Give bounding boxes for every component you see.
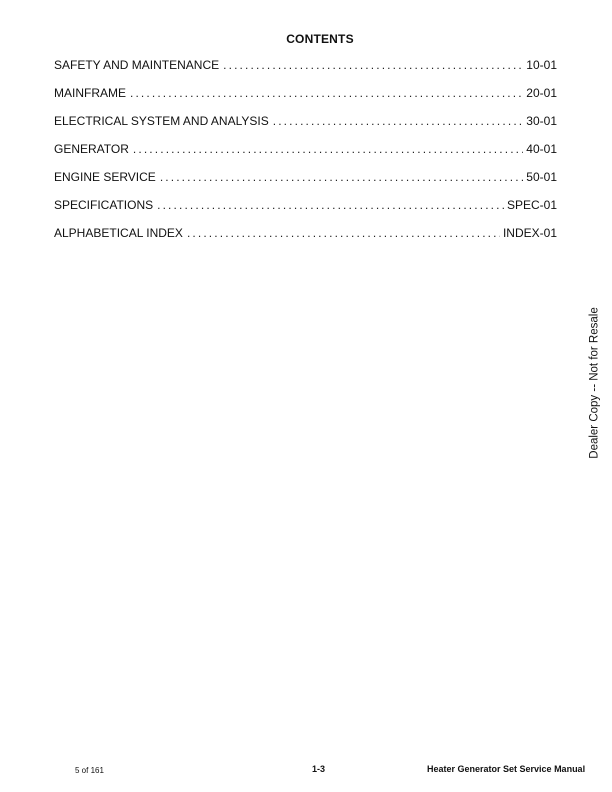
toc-entry-page: SPEC-01 (506, 198, 557, 212)
toc-entry-label: ELECTRICAL SYSTEM AND ANALYSIS (54, 114, 269, 128)
footer-page-counter: 5 of 161 (75, 766, 104, 775)
dot-leader (157, 198, 504, 212)
toc-entry-page: 40-01 (526, 142, 557, 156)
toc-entry-safety-and-maintenance[interactable] (54, 58, 557, 86)
footer-manual-title: Heater Generator Set Service Manual (427, 764, 586, 774)
dot-leader (133, 142, 523, 156)
toc-entry-label: ALPHABETICAL INDEX (54, 226, 183, 240)
footer-page-number: 1-3 (312, 764, 326, 774)
dot-leader (187, 226, 500, 240)
toc-entry-page: 10-01 (526, 58, 557, 72)
toc-entry-page: 30-01 (526, 114, 557, 128)
dot-leader (130, 86, 523, 100)
watermark-text: Dealer Copy -- Not for Resale (589, 307, 602, 459)
toc-entry-page: 20-01 (526, 86, 557, 100)
dot-leader (223, 58, 523, 72)
toc-entry-page: INDEX-01 (502, 226, 557, 240)
toc-entry-generator[interactable] (54, 142, 557, 170)
toc-entry-specifications[interactable] (54, 198, 557, 226)
toc-entry-page: 50-01 (526, 170, 557, 184)
toc-entry-electrical-system-and-analysis[interactable] (54, 114, 557, 142)
toc-entry-alphabetical-index[interactable] (54, 226, 557, 254)
table-of-contents (54, 58, 557, 254)
dot-leader (160, 170, 523, 184)
toc-entry-mainframe[interactable] (54, 86, 557, 114)
toc-entry-label: SPECIFICATIONS (54, 198, 154, 212)
toc-entry-engine-service[interactable] (54, 170, 557, 198)
side-watermark (587, 307, 603, 459)
toc-entry-label: GENERATOR (54, 142, 129, 156)
toc-entry-label: ENGINE SERVICE (54, 170, 156, 184)
toc-entry-label: SAFETY AND MAINTENANCE (54, 58, 220, 72)
toc-entry-label: MAINFRAME (54, 86, 126, 100)
page-title: CONTENTS (286, 32, 354, 46)
dot-leader (273, 114, 524, 128)
